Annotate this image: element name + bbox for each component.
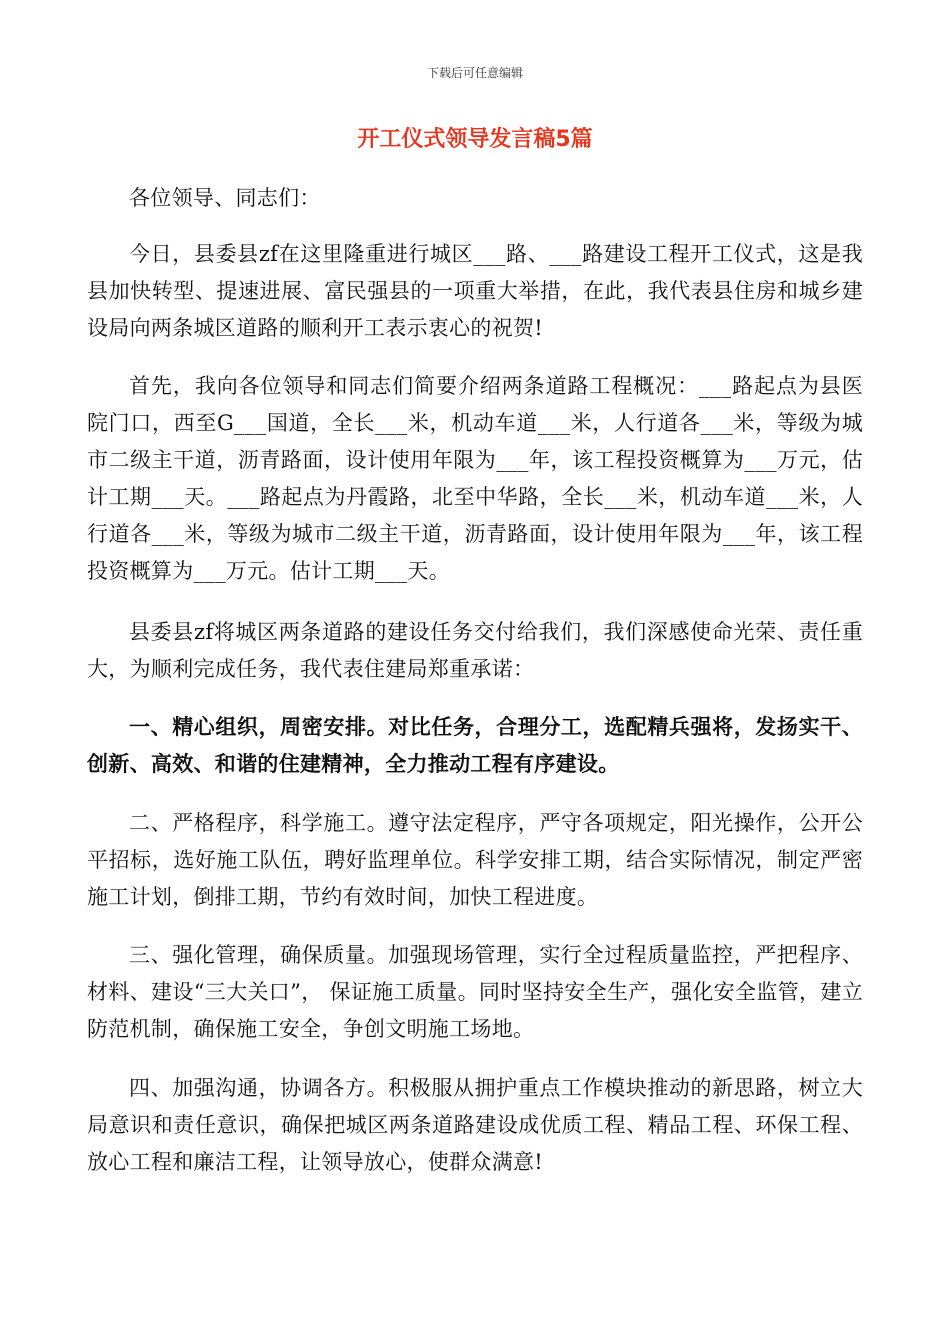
paragraph-commitment-1: 一、精心组织，周密安排。对比任务，合理分工，选配精兵强将，发扬实干、创新、高效、和谐的住建精神，全力推动工程有序建设。 xyxy=(87,715,863,776)
paragraph-commitment-intro: 县委县zf将城区两条道路的建设任务交付给我们，我们深感使命光荣、责任重大，为顺利完成任务，我代表住建局郑重承诺： xyxy=(87,620,863,681)
header-note: 下载后可任意编辑 xyxy=(426,66,523,80)
paragraph-commitment-4: 四、加强沟通，协调各方。积极服从拥护重点工作模块推动的新思路，树立大局意识和责任意识，确保把城区两条道路建设成优质工程、精品工程、环保工程、放心工程和廉洁工程，让领导放心，使群众满意! xyxy=(87,1076,863,1174)
paragraph-opening: 今日，县委县zf在这里隆重进行城区___路、___路建设工程开工仪式，这是我县加快转型、提速进展、富民强县的一项重大举措，在此，我代表县住房和城乡建设局向两条城区道路的顺利开工表示衷心的祝贺! xyxy=(87,242,863,340)
paragraph-project-overview: 首先，我向各位领导和同志们简要介绍两条道路工程概况：___路起点为县医院门口，西至G___国道，全长___米，机动车道___米，人行道各___米，等级为城市二级主干道，沥青路面，设计使用年限为___年，该工程投资概算为___万元，估计工期___天。___路起点为丹霞路，北至中华路，全长___米，机动车道___米，人行道各___米，等级为城市二级主干道，沥青路面，设计使用年限为___年，该工程投资概算为___万元。估计工期___天。 xyxy=(87,374,863,583)
salutation: 各位领导、同志们： xyxy=(129,186,321,210)
document-title: 开工仪式领导发言稿5篇 xyxy=(357,127,593,152)
paragraph-commitment-3: 三、强化管理，确保质量。加强现场管理，实行全过程质量监控，严把程序、材料、建设“三大关口”， 保证施工质量。同时坚持安全生产，强化安全监管，建立防范机制，确保施工安全，争创文明施工场地。 xyxy=(87,943,863,1041)
paragraph-commitment-2: 二、严格程序，科学施工。遵守法定程序，严守各项规定，阳光操作，公开公平招标，选好施工队伍，聘好监理单位。科学安排工期，结合实际情况，制定严密施工计划，倒排工期，节约有效时间，加快工程进度。 xyxy=(87,811,863,909)
